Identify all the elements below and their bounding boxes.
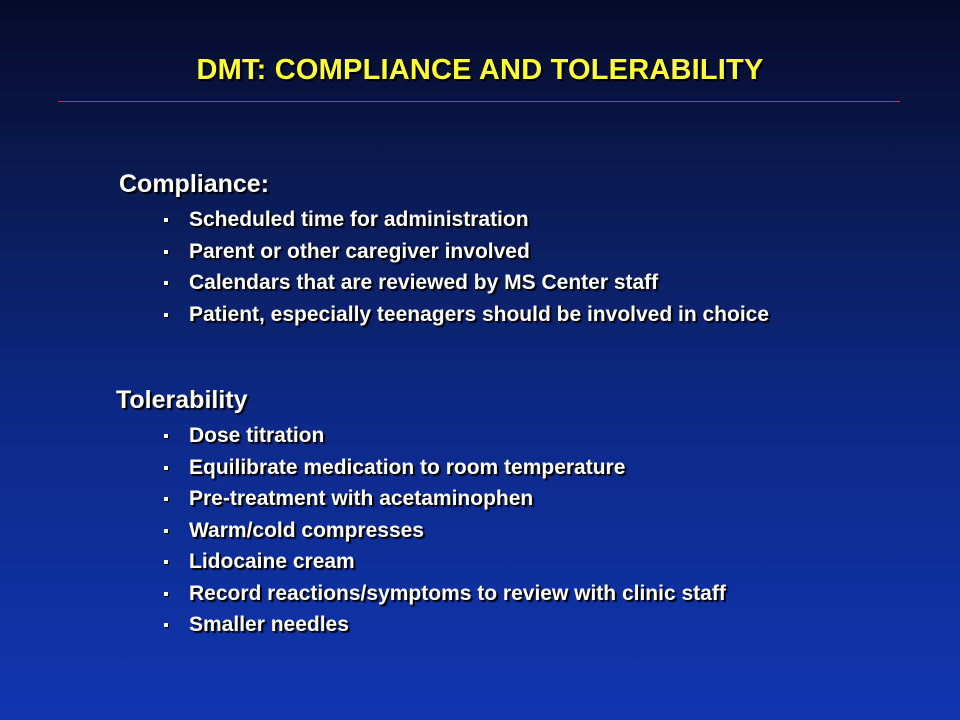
list-item xyxy=(164,546,726,578)
bullet-icon xyxy=(164,497,168,501)
list-item xyxy=(164,267,769,299)
list-item-text: Parent or other caregiver involved xyxy=(189,239,530,263)
title-divider xyxy=(58,101,900,102)
list-item-text: Dose titration xyxy=(189,424,325,447)
list-item-text: Record reactions/symptoms to review with clinic staff xyxy=(189,581,726,605)
list-item-text: Calendars that are reviewed by MS Center staff xyxy=(189,271,659,294)
list-item xyxy=(164,578,726,610)
bullet-icon xyxy=(164,529,168,533)
compliance-list xyxy=(164,204,769,330)
list-item-text: Scheduled time for administration xyxy=(189,208,529,231)
list-item xyxy=(164,299,769,331)
list-item-text: Patient, especially teenagers should be involved in choice xyxy=(189,302,770,326)
list-item xyxy=(164,609,726,641)
bullet-icon xyxy=(164,250,168,254)
bullet-icon xyxy=(164,560,168,564)
bullet-icon xyxy=(164,313,168,317)
list-item xyxy=(164,204,769,236)
tolerability-section xyxy=(116,386,726,641)
compliance-heading: Compliance: xyxy=(119,170,270,198)
bullet-icon xyxy=(164,218,168,222)
bullet-icon xyxy=(164,281,168,285)
list-item-text: Pre-treatment with acetaminophen xyxy=(189,487,534,510)
list-item xyxy=(164,420,726,452)
bullet-icon xyxy=(164,623,168,627)
bullet-icon xyxy=(164,592,168,596)
bullet-icon xyxy=(164,434,168,438)
tolerability-list xyxy=(164,420,726,641)
list-item-text: Warm/cold compresses xyxy=(189,518,424,542)
list-item-text: Smaller needles xyxy=(189,613,349,636)
list-item-text: Lidocaine cream xyxy=(189,550,355,573)
list-item xyxy=(164,236,769,268)
list-item xyxy=(164,515,726,547)
bullet-icon xyxy=(164,466,168,470)
slide-title: DMT: COMPLIANCE AND TOLERABILITY xyxy=(196,54,764,86)
compliance-section xyxy=(119,170,769,330)
list-item xyxy=(164,452,726,484)
list-item-text: Equilibrate medication to room temperature xyxy=(189,455,626,479)
list-item xyxy=(164,483,726,515)
tolerability-heading: Tolerability xyxy=(116,386,248,414)
